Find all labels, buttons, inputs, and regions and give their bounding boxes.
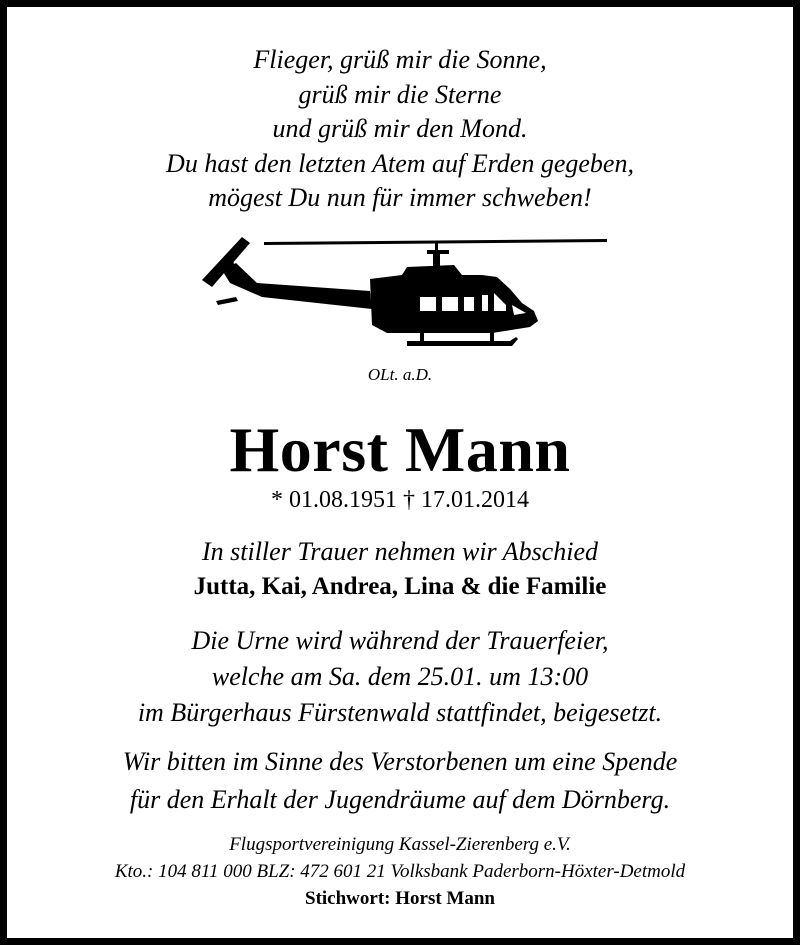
ceremony-line: Die Urne wird während der Trauerfeier,	[191, 626, 609, 655]
ceremony-text	[7, 623, 793, 731]
donation-request	[7, 743, 793, 819]
mourner-names: Jutta, Kai, Andrea, Lina & die Familie	[193, 573, 607, 600]
bank-account: Kto.: 104 811 000 BLZ: 472 601 21 Volksbank Paderborn-Höxter-Detmold	[114, 861, 686, 882]
poem	[7, 43, 793, 216]
donation-keyword: Stichwort: Horst Mann	[305, 888, 495, 909]
organization: Flugsportvereinigung Kassel-Zierenberg e.V.	[229, 834, 571, 855]
poem-line: mögest Du nun für immer schweben!	[208, 183, 592, 212]
donation-line: für den Erhalt der Jugendräume auf dem Dörnberg.	[129, 785, 671, 814]
poem-line: Du hast den letzten Atem auf Erden gegeben,	[166, 148, 634, 178]
donation-details	[7, 831, 793, 912]
donation-line: Wir bitten im Sinne des Verstorbenen um eine Spende	[122, 747, 678, 776]
rank: OLt. a.D.	[367, 365, 433, 384]
poem-line: grüß mir die Sterne	[298, 79, 502, 109]
life-dates: * 01.08.1951 † 17.01.2014	[271, 487, 529, 513]
mourning-intro: In stiller Trauer nehmen wir Abschied	[201, 537, 598, 566]
poem-line: und grüß mir den Mond.	[272, 114, 528, 143]
poem-line: Flieger, grüß mir die Sonne,	[253, 45, 547, 74]
deceased-name: Horst Mann	[229, 414, 571, 485]
ceremony-line: welche am Sa. dem 25.01. um 13:00	[211, 662, 589, 691]
helicopter-icon	[192, 225, 612, 350]
ceremony-line: im Bürgerhaus Fürstenwald stattfindet, beigesetzt.	[137, 698, 663, 727]
